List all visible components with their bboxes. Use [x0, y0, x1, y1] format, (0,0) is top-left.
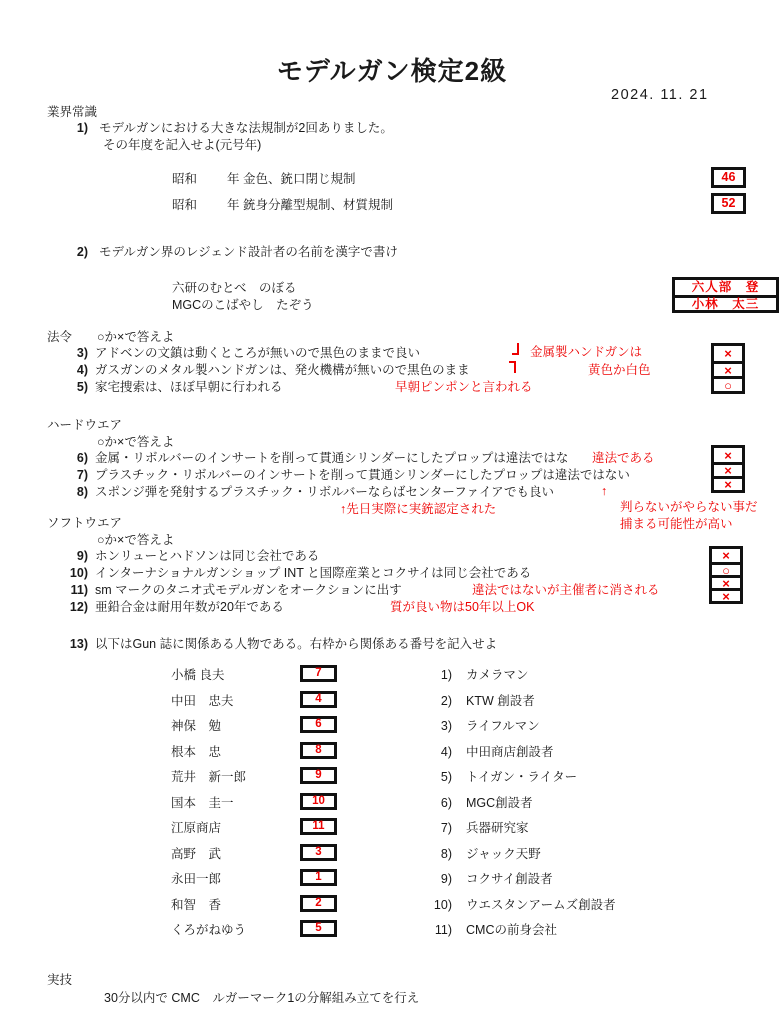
person-answer: 3 — [315, 845, 322, 858]
q9-answer-cell — [712, 549, 740, 562]
exam-date: 2024. 11. 21 — [611, 87, 709, 103]
hardware-instruction: ○か×で答えよ — [97, 435, 175, 449]
q11-answer: × — [722, 575, 730, 591]
person-name: 和智 香 — [171, 898, 222, 912]
q1-row2-label: 年 銃身分離型規制、材質規制 — [227, 198, 393, 212]
role-number: 11) — [434, 923, 452, 937]
role-number: 7) — [440, 821, 452, 835]
role-label: トイガン・ライター — [466, 770, 578, 784]
q4-answer: × — [724, 362, 732, 378]
question-12-text: 亜鉛合金は耐用年数が20年である — [95, 600, 284, 614]
q1-row2-answer-box — [711, 193, 746, 214]
software-note-q11: 違法ではないが主催者に消される — [472, 583, 660, 597]
law-instruction: ○か×で答えよ — [97, 330, 175, 344]
question-number-8: 8) — [76, 485, 88, 499]
question-4-text: ガスガンのメタル製ハンドガンは、発火機構が無いので黒色のまま — [95, 363, 470, 377]
question-number-13: 13) — [69, 637, 88, 651]
person-name: 根本 忠 — [171, 745, 222, 759]
hardware-note-q6: 違法である — [592, 451, 655, 465]
role-number: 9) — [440, 872, 452, 886]
annotation-bracket-top — [512, 343, 519, 355]
role-number: 6) — [440, 796, 452, 810]
question-6-text: 金属・リボルバーのインサートを削って貫通シリンダーにしたプロップは違法ではな — [95, 451, 569, 465]
role-number: 8) — [440, 847, 452, 861]
q1-row1-answer: 46 — [721, 170, 736, 185]
role-label: ライフルマン — [466, 719, 540, 733]
person-answer: 1 — [315, 870, 322, 883]
hardware-note-right-1: 判らないがやらない事だ — [620, 500, 758, 514]
role-number: 2) — [440, 694, 452, 708]
role-label: ウエスタンアームズ創設者 — [466, 898, 616, 912]
q5-answer-cell — [714, 376, 742, 391]
question-number-1: 1) — [76, 121, 88, 135]
q6-answer-cell — [714, 448, 742, 462]
role-label: コクサイ創設者 — [466, 872, 553, 886]
role-label: ジャック天野 — [466, 847, 541, 861]
question-1-line2: その年度を記入せよ(元号年) — [103, 138, 262, 152]
person-name: 中田 忠夫 — [171, 694, 234, 708]
q1-row1-answer-box — [711, 167, 746, 188]
role-label: 中田商店創設者 — [466, 745, 554, 759]
person-answer-box — [300, 716, 337, 733]
person-answer: 5 — [315, 921, 322, 934]
software-instruction: ○か×で答えよ — [97, 533, 175, 547]
question-number-7: 7) — [76, 468, 88, 482]
section-heading-law: 法令 — [47, 330, 73, 344]
person-name: 高野 武 — [171, 847, 222, 861]
q1-row2-era: 昭和 — [172, 198, 198, 212]
hardware-note-right-2: 捕まる可能性が高い — [620, 517, 733, 531]
person-answer-box — [300, 895, 337, 912]
person-answer: 11 — [312, 819, 325, 832]
q1-row2-answer: 52 — [721, 196, 736, 211]
question-7-text: プラスチック・リボルバーのインサートを削って貫通シリンダーにしたプロップは違法ではない — [95, 468, 630, 482]
q1-row1-era: 昭和 — [172, 172, 198, 186]
software-answer-box — [709, 546, 743, 604]
q2-row2-label: MGCのこばやし たぞう — [172, 298, 314, 312]
q10-answer: ○ — [722, 562, 730, 578]
software-note-q12: 質が良い物は50年以上OK — [390, 600, 535, 614]
person-name: 江原商店 — [171, 821, 222, 835]
q1-row1-label: 年 金色、銃口閉じ規制 — [227, 172, 356, 186]
q9-answer: × — [722, 548, 730, 563]
q7-answer: × — [724, 463, 732, 478]
question-number-4: 4) — [76, 363, 88, 377]
law-answer-box — [711, 343, 745, 394]
person-answer-box — [300, 742, 337, 759]
q10-answer-cell — [712, 562, 740, 578]
question-2-text: モデルガン界のレジェンド設計者の名前を漢字で書け — [99, 245, 398, 259]
question-9-text: ホンリューとハドソンは同じ会社である — [95, 549, 320, 563]
q2-answer-box — [672, 277, 779, 313]
person-name: 小橋 良夫 — [171, 668, 225, 682]
person-answer: 8 — [315, 743, 322, 756]
role-number: 3) — [440, 719, 452, 733]
section-heading-industry: 業界常識 — [47, 105, 98, 119]
practical-text: 30分以内で CMC ルガーマーク1の分解組み立てを行え — [104, 991, 420, 1005]
role-label: 兵器研究家 — [466, 821, 529, 835]
person-answer-box — [300, 818, 337, 835]
role-label: CMCの前身会社 — [466, 923, 557, 937]
role-number: 5) — [440, 770, 452, 784]
q8-answer: × — [724, 477, 732, 492]
person-name: 永田一郎 — [171, 872, 222, 886]
q6-answer: × — [724, 447, 732, 463]
person-name: くろがねゆう — [171, 923, 247, 937]
page-title: モデルガン検定2級 — [276, 56, 508, 86]
law-note-line1: 金属製ハンドガンは — [530, 345, 643, 359]
q2-answer-2: 小林 太三 — [691, 296, 760, 311]
person-answer-box — [300, 691, 337, 708]
q2-row1-label: 六研のむとべ のぼる — [172, 281, 297, 295]
q3-answer: × — [724, 346, 732, 361]
question-3-text: アドベンの文鎮は動くところが無いので黒色のままで良い — [95, 346, 421, 360]
person-answer-box — [300, 844, 337, 861]
law-note-q5: 早朝ピンポンと言われる — [395, 380, 533, 394]
annotation-bracket-bottom — [509, 361, 516, 373]
question-number-6: 6) — [76, 451, 88, 465]
question-10-text: インターナショナルガンショップ INT と国際産業とコクサイは同じ会社である — [95, 566, 532, 580]
question-number-11: 11) — [70, 583, 88, 597]
hardware-q8-arrow: ↑ — [601, 484, 608, 498]
question-number-3: 3) — [76, 346, 88, 360]
section-heading-software: ソフトウエア — [47, 516, 123, 530]
person-answer-box — [300, 793, 337, 810]
person-answer: 7 — [315, 666, 322, 679]
question-8-text: スポンジ弾を発射するプラスチック・リボルバーならばセンターファイアでも良い — [95, 485, 554, 499]
q12-answer-cell — [712, 588, 740, 604]
question-number-5: 5) — [76, 380, 88, 394]
person-answer: 9 — [315, 768, 322, 781]
question-13-text: 以下はGun 誌に関係ある人物である。右枠から関係ある番号を記入せよ — [95, 637, 498, 651]
person-answer-box — [300, 767, 337, 784]
q11-answer-cell — [712, 575, 740, 591]
person-answer: 2 — [315, 896, 322, 909]
q2-answer-cell-1 — [675, 280, 776, 295]
person-answer: 6 — [315, 717, 322, 730]
person-name: 神保 勉 — [171, 719, 222, 733]
q4-answer-cell — [714, 361, 742, 376]
hardware-note-below: ↑先日実際に実銃認定された — [340, 502, 497, 516]
q2-answer-cell-2 — [675, 295, 776, 310]
q2-answer-1: 六人部 登 — [691, 280, 760, 295]
role-label: カメラマン — [466, 668, 529, 682]
section-heading-practical: 実技 — [47, 973, 73, 987]
role-label: KTW 創設者 — [466, 694, 535, 708]
q12-answer: × — [722, 588, 730, 604]
q5-answer: ○ — [724, 377, 732, 393]
person-name: 国本 圭一 — [171, 796, 234, 810]
role-number: 10) — [433, 898, 452, 912]
question-number-9: 9) — [76, 549, 88, 563]
person-name: 荒井 新一郎 — [171, 770, 247, 784]
hardware-answer-box — [711, 445, 745, 493]
question-number-12: 12) — [69, 600, 88, 614]
question-number-10: 10) — [69, 566, 88, 580]
role-number: 1) — [440, 668, 452, 682]
role-number: 4) — [440, 745, 452, 759]
question-5-text: 家宅捜索は、ほぼ早朝に行われる — [95, 380, 283, 394]
question-1-line1: モデルガンにおける大きな法規制が2回ありました。 — [99, 121, 393, 135]
person-answer: 4 — [315, 692, 322, 705]
person-answer-box — [300, 869, 337, 886]
section-heading-hardware: ハードウエア — [47, 418, 123, 432]
role-label: MGC創設者 — [466, 796, 533, 810]
person-answer: 10 — [312, 794, 325, 807]
law-note-line2: 黄色か白色 — [588, 363, 651, 377]
question-number-2: 2) — [76, 245, 88, 259]
person-answer-box — [300, 665, 337, 682]
q3-answer-cell — [714, 346, 742, 361]
person-answer-box — [300, 920, 337, 937]
question-11-text: sm マークのタニオ式モデルガンをオークションに出す — [95, 583, 402, 597]
q8-answer-cell — [714, 476, 742, 490]
q7-answer-cell — [714, 462, 742, 476]
